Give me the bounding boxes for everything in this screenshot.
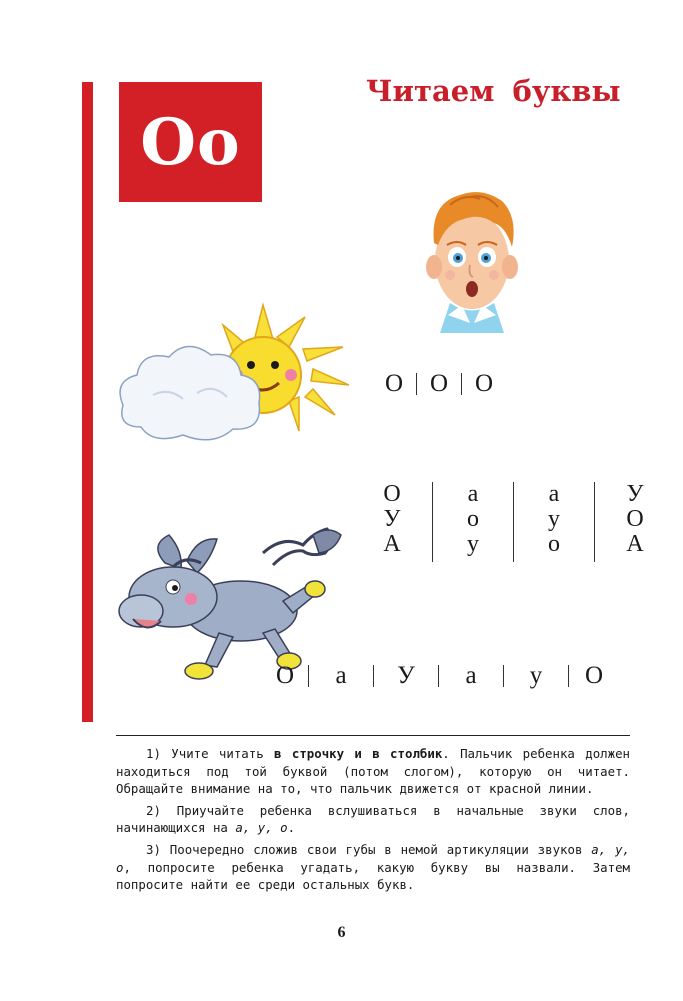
instruction-paragraph-2: 2) Приучайте ребенка вслушиваться в начальные звуки слов, начинающихся на а, у, о. (116, 802, 630, 836)
letter-row-3 (262, 662, 619, 690)
letter-cell: У (383, 506, 401, 532)
red-margin-line (82, 82, 93, 722)
letter-cell: О (384, 370, 404, 397)
instruction-paragraph-1: 1) Учите читать в строчку и в столбик. Пальчик ребенка должен находиться под той буквой (потом слогом), которую он читает. Обращайте внимание на то, что пальчик движется от красной линии. (116, 746, 630, 797)
divider (432, 482, 433, 562)
letter-column (615, 482, 655, 562)
letter-cell: у (529, 662, 543, 689)
letter-cell: о (467, 506, 479, 532)
letter-box (119, 82, 262, 202)
letter-cell: а (465, 662, 477, 689)
letter-column (372, 482, 412, 562)
letter-cell: А (383, 531, 401, 557)
letter-cell: О (383, 481, 401, 507)
letter-grid (372, 482, 655, 562)
letter-row-1 (372, 370, 506, 398)
divider (594, 482, 595, 562)
divider (513, 482, 514, 562)
letter-cell: У (626, 481, 644, 507)
letter-cell: о (548, 531, 560, 557)
instructions-divider (116, 735, 630, 736)
letter-cell: О (626, 506, 644, 532)
letter-cell: О (275, 662, 295, 689)
letter-cell: а (467, 481, 479, 507)
letter-column (534, 482, 574, 562)
letter-cell: а (548, 481, 560, 507)
instructions (116, 745, 630, 898)
letter-cell: О (429, 370, 449, 397)
instruction-paragraph-3: 3) Поочередно сложив свои губы в немой артикуляции звуков а, у, о, попросите ребенка угадать, какую букву вы назвали. Затем попросите найти ее среди остальных букв. (116, 841, 630, 893)
letter-cell: О (474, 370, 494, 397)
letter-cell: а (335, 662, 347, 689)
page-title: Читаем буквы (366, 74, 621, 108)
letter-cell: у (467, 531, 479, 557)
page-number: 6 (337, 924, 346, 941)
letter-pair: Оо (140, 104, 241, 180)
sun-cloud-icon (113, 295, 353, 457)
boy-face-icon (420, 183, 524, 333)
letter-cell: А (626, 531, 644, 557)
letter-cell: у (548, 506, 560, 532)
letter-cell: О (584, 662, 604, 689)
letter-column (453, 482, 493, 562)
letter-cell: У (397, 662, 415, 689)
